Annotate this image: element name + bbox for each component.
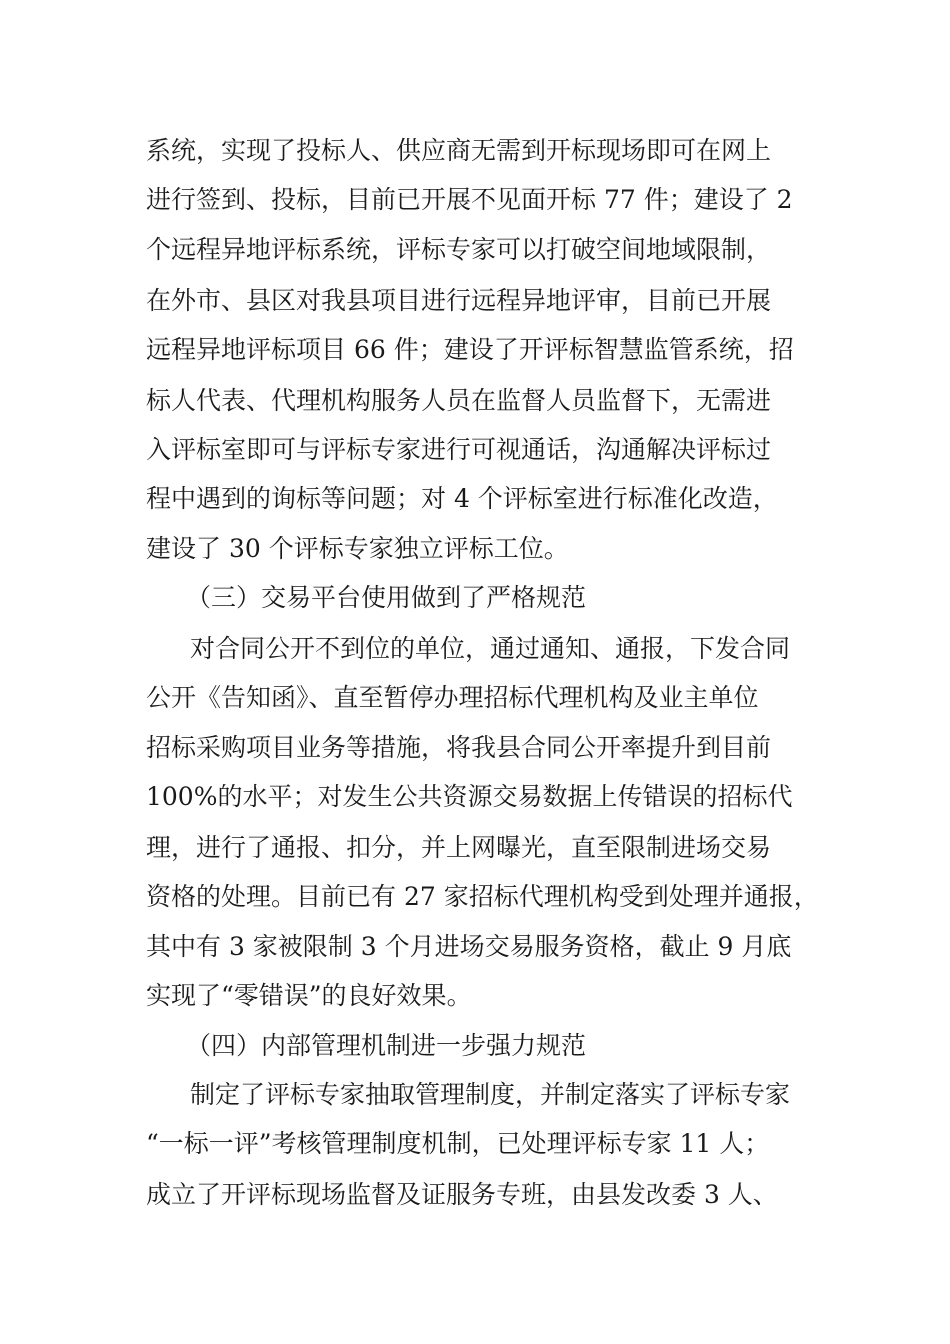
- text-line: [0, 976, 950, 1016]
- line-text: 招标采购项目业务等措施，将我县合同公开率提升到目前: [146, 733, 772, 762]
- text-line: [0, 529, 950, 569]
- text-line: [0, 131, 950, 171]
- section-heading: [0, 1026, 950, 1066]
- section-heading-text: （四）内部管理机制进一步强力规范: [186, 1031, 587, 1060]
- text-line: [0, 1124, 950, 1164]
- line-text: 建设了 30 个评标专家独立评标工位。: [146, 534, 569, 563]
- line-text: 程中遇到的询标等问题；对 4 个评标室进行标准化改造，: [146, 484, 778, 513]
- text-line: [0, 180, 950, 220]
- line-text: 资格的处理。目前已有 27 家招标代理机构受到处理并通报，: [146, 882, 819, 911]
- line-text: 100%的水平；对发生公共资源交易数据上传错误的招标代: [146, 782, 793, 811]
- line-text: 系统，实现了投标人、供应商无需到开标现场即可在网上: [146, 136, 772, 165]
- text-line: [0, 479, 950, 519]
- text-line: [0, 1075, 950, 1115]
- text-line: [0, 927, 950, 967]
- text-line: [0, 678, 950, 718]
- line-text: 对合同公开不到位的单位，通过通知、通报，下发合同: [190, 634, 791, 663]
- text-line: [0, 230, 950, 270]
- line-text: 成立了开评标现场监督及证服务专班，由县发改委 3 人、: [146, 1180, 778, 1209]
- line-text: 远程异地评标项目 66 件；建设了开评标智慧监管系统，招: [146, 335, 794, 364]
- text-line: [0, 629, 950, 669]
- line-text: 理，进行了通报、扣分，并上网曝光，直至限制进场交易: [146, 833, 772, 862]
- text-line: [0, 877, 950, 917]
- line-text: 公开《告知函》、直至暂停办理招标代理机构及业主单位: [146, 683, 759, 712]
- line-text: 实现了“零错误”的良好效果。: [146, 981, 472, 1010]
- text-line: [0, 281, 950, 321]
- section-heading: [0, 578, 950, 618]
- line-text: 制定了评标专家抽取管理制度，并制定落实了评标专家: [190, 1080, 791, 1109]
- line-text: 标人代表、代理机构服务人员在监督人员监督下，无需进: [146, 386, 772, 415]
- text-line: [0, 828, 950, 868]
- line-text: 在外市、县区对我县项目进行远程异地评审，目前已开展: [146, 286, 772, 315]
- line-text: 进行签到、投标，目前已开展不见面开标 77 件；建设了 2: [146, 185, 793, 214]
- line-text: “一标一评”考核管理制度机制，已处理评标专家 11 人；: [146, 1129, 770, 1158]
- text-line: [0, 728, 950, 768]
- section-heading-text: （三）交易平台使用做到了严格规范: [186, 583, 587, 612]
- text-line: [0, 330, 950, 370]
- line-text: 其中有 3 家被限制 3 个月进场交易服务资格，截止 9 月底: [146, 932, 792, 961]
- line-text: 个远程异地评标系统，评标专家可以打破空间地域限制，: [146, 235, 772, 264]
- text-line: [0, 381, 950, 421]
- text-line: [0, 1175, 950, 1215]
- line-text: 入评标室即可与评标专家进行可视通话，沟通解决评标过: [146, 435, 772, 464]
- text-line: [0, 430, 950, 470]
- text-line: [0, 777, 950, 817]
